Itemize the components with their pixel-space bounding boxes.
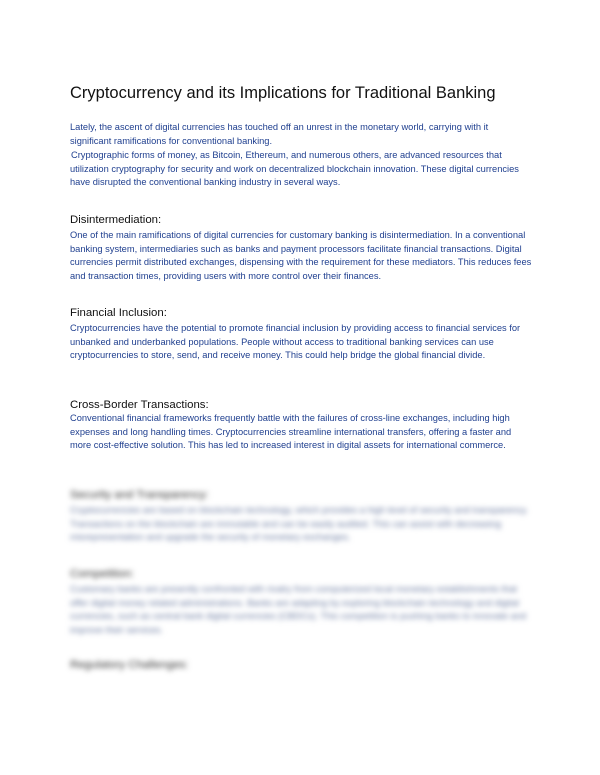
section-disintermediation: [70, 213, 532, 283]
section-body: One of the main ramifications of digital currencies for customary banking is disintermediation. In a conventional banking system, intermediaries such as banks and payment processors facilitate financial transactions. Digital currencies permit distributed exchanges, dispensing with the requirement for these mediators. This reduces fees and transaction times, providing users with more control over their finances.: [70, 230, 532, 281]
blurred-section-security: [70, 488, 532, 545]
blurred-body: Cryptocurrencies are based on blockchain technology, which provides a high level of security and transparency. Transactions on the blockchain are immutable and can be easily audited. This can assist with decreasing misrepresentation and upgrade the security of monetary exchanges.: [70, 505, 529, 543]
section-body: Cryptocurrencies have the potential to promote financial inclusion by providing access to financial services for unbanked and underbanked populations. People without access to traditional banking services can use cryptocurrencies to store, send, and receive money. This could help bridge the global financial divide.: [70, 323, 521, 361]
blurred-body: Customary banks are presently confronted with rivalry from computerized local monetary establishments that offer digital money related administrations. Banks are adapting by exploring blockchain technology and digital currencies, such as central bank digital currencies (CBDCs). This competition is pushing banks to innovate and improve their services.: [70, 584, 527, 635]
section-cross-border-transactions: [70, 398, 532, 484]
document-title: Cryptocurrency and its Implications for Traditional Banking: [70, 84, 496, 102]
section-body-clip: [70, 412, 532, 484]
intro-paragraph-2: Cryptographic forms of money, as Bitcoin, Ethereum, and numerous others, are advanced resources that utilization cryptography for security and work on decentralized blockchain innovation. These digital currencies have disrupted the conventional banking industry in several ways.: [70, 150, 519, 188]
section-heading: Financial Inclusion:: [70, 307, 167, 319]
section-heading: Disintermediation:: [70, 214, 162, 226]
intro-paragraph-1: Lately, the ascent of digital currencies has touched off an unrest in the monetary world, carrying with it significant ramifications for conventional banking.: [70, 122, 489, 146]
blurred-heading: Competition:: [70, 568, 134, 580]
section-body: Conventional financial frameworks frequently battle with the failures of cross-line exchanges, including high expenses and long handling times. Cryptocurrencies streamline international transfers, offering a faster and more cost-effective solution. This has led to increased interest in digital assets for international commerce.: [70, 413, 512, 451]
intro-section: [70, 121, 532, 190]
blurred-heading: Regulatory Challenges:: [70, 659, 189, 671]
blurred-section-regulatory: [70, 658, 532, 672]
section-heading: Cross-Border Transactions:: [70, 399, 209, 411]
blurred-heading: Security and Transparency:: [70, 489, 209, 501]
section-financial-inclusion: [70, 306, 532, 363]
blurred-section-competition: [70, 567, 532, 637]
